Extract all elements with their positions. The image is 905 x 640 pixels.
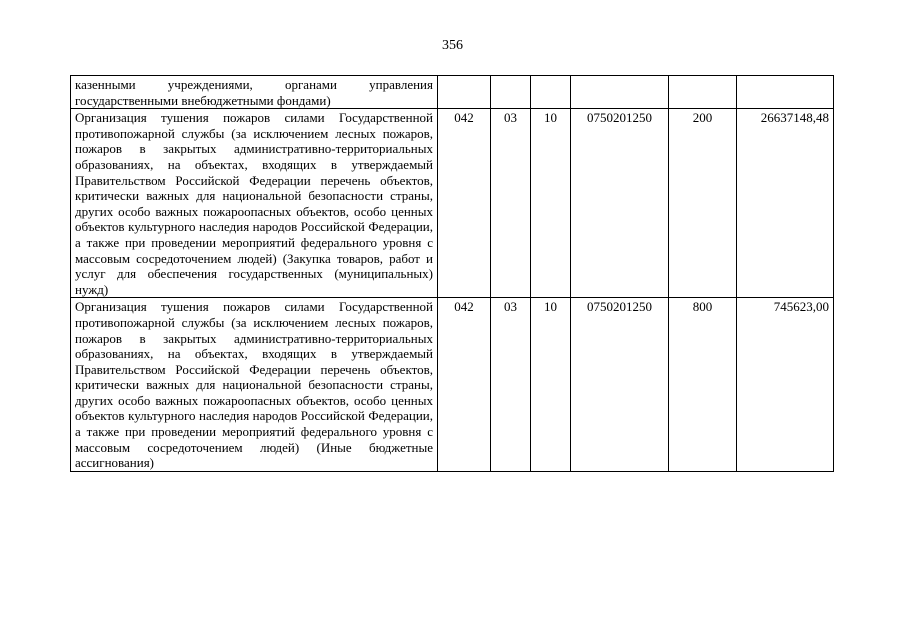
ministry-code: 042: [438, 298, 491, 472]
page-number: 356: [442, 38, 463, 53]
table-row: [71, 76, 834, 109]
row-description: Организация тушения пожаров силами Государственной противопожарной службы (за исключением лесных пожаров, пожаров в закрытых административно-территориальных образованиях, на объектах, входящих в утверждаемый Правительством Российской Федерации перечень объектов, критически важных для национальной безопасности страны, других особо важных пожароопасных объектов, особо ценных объектов культурного наследия народов Российской Федерации, а также при проведении мероприятий федерального уровня с массовым сосредоточением людей) (Иные бюджетные ассигнования): [71, 298, 438, 472]
ministry-code: [438, 76, 491, 109]
target-article-code: [571, 76, 669, 109]
amount: [737, 76, 834, 109]
subsection-code: [531, 76, 571, 109]
expense-type-code: 800: [669, 298, 737, 472]
row-description: Организация тушения пожаров силами Государственной противопожарной службы (за исключением лесных пожаров, пожаров в закрытых административно-территориальных образованиях, на объектах, входящих в утверждаемый Правительством Российской Федерации перечень объектов, критически важных для национальной безопасности страны, других особо важных пожароопасных объектов, особо ценных объектов культурного наследия народов Российской Федерации, а также при проведении мероприятий федерального уровня с массовым сосредоточением людей) (Закупка товаров, работ и услуг для обеспечения государственных (муниципальных) нужд): [71, 109, 438, 298]
target-article-code: 0750201250: [571, 109, 669, 298]
table-row: [71, 109, 834, 298]
amount: 26637148,48: [737, 109, 834, 298]
section-code: [491, 76, 531, 109]
section-code: 03: [491, 298, 531, 472]
ministry-code: 042: [438, 109, 491, 298]
expense-type-code: [669, 76, 737, 109]
amount: 745623,00: [737, 298, 834, 472]
budget-table: [70, 75, 834, 472]
subsection-code: 10: [531, 109, 571, 298]
row-description: казенными учреждениями, органами управления государственными внебюджетными фондами): [71, 76, 438, 109]
target-article-code: 0750201250: [571, 298, 669, 472]
section-code: 03: [491, 109, 531, 298]
expense-type-code: 200: [669, 109, 737, 298]
table-row: [71, 298, 834, 472]
subsection-code: 10: [531, 298, 571, 472]
